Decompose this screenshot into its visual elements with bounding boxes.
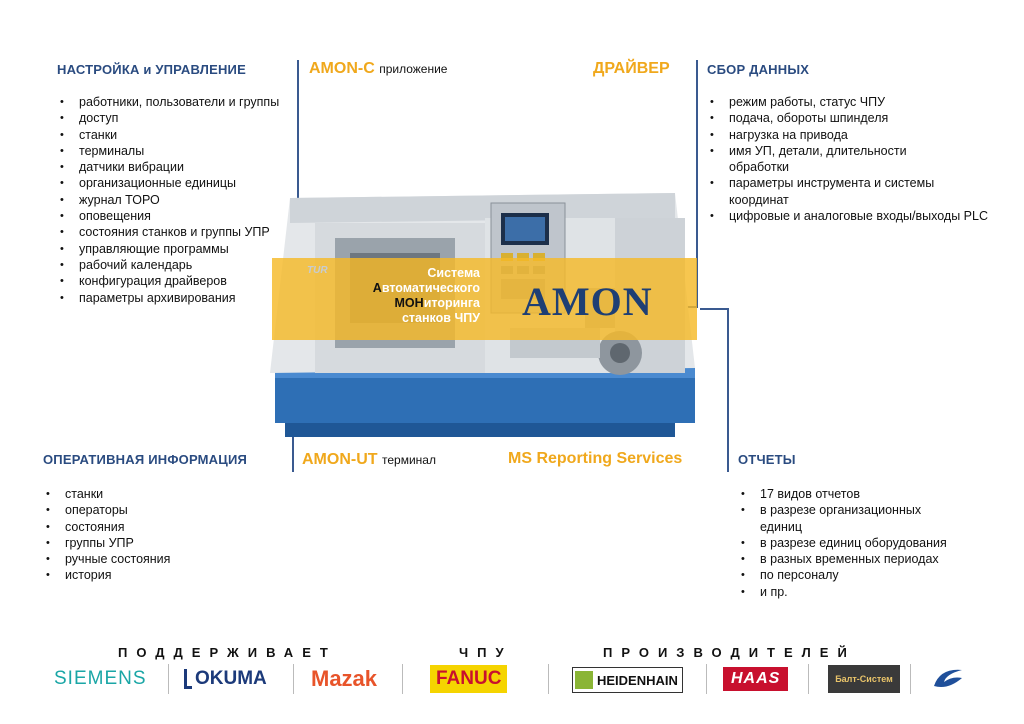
list-item: • история xyxy=(43,567,263,583)
list-item: • по персоналу xyxy=(738,567,978,583)
machine-badge: TUR xyxy=(307,265,328,276)
settings-heading: НАСТРОЙКА и УПРАВЛЕНИЕ xyxy=(57,62,246,77)
brand-fanuc: FANUC xyxy=(430,665,507,693)
brand-separator xyxy=(910,664,911,694)
footer-word-cnc: ЧПУ xyxy=(459,645,513,660)
system-line-2: Автоматического xyxy=(372,281,480,295)
list-item: • в разрезе организационных единиц xyxy=(738,502,950,535)
ms-reporting-label: MS Reporting Services xyxy=(508,450,683,467)
brand-swirl-logo xyxy=(930,666,966,692)
system-line-1: Система xyxy=(427,266,480,280)
driver-label: ДРАЙВЕР xyxy=(593,60,670,77)
list-item: • станки xyxy=(43,486,263,502)
list-item: • параметры инструмента и системы координат xyxy=(707,175,989,208)
list-item: • нагрузка на привода xyxy=(707,127,982,143)
list-item: • датчики вибрации xyxy=(57,159,297,175)
list-item: • ручные состояния xyxy=(43,551,263,567)
list-item: • конфигурация драйверов xyxy=(57,273,297,289)
list-item: • организационные единицы xyxy=(57,175,297,191)
brand-separator xyxy=(293,664,294,694)
list-item: • работники, пользователи и группы xyxy=(57,94,297,110)
list-item: • состояния станков и группы УПР xyxy=(57,224,297,240)
list-item: • доступ xyxy=(57,110,297,126)
reports-list xyxy=(738,486,978,600)
amon-logo: AMON xyxy=(522,279,653,324)
list-item: • в разрезе единиц оборудования xyxy=(738,535,978,551)
brand-heidenhain xyxy=(572,667,683,693)
list-item: • рабочий календарь xyxy=(57,257,297,273)
operative-heading: ОПЕРАТИВНАЯ ИНФОРМАЦИЯ xyxy=(43,452,248,467)
system-description xyxy=(310,266,480,326)
list-item: • подача, обороты шпинделя xyxy=(707,110,982,126)
list-item: • 17 видов отчетов xyxy=(738,486,978,502)
brand-separator xyxy=(706,664,707,694)
list-item: • терминалы xyxy=(57,143,297,159)
list-item: • и пр. xyxy=(738,584,978,600)
list-item: • журнал ТОРО xyxy=(57,192,297,208)
system-line-4: станков ЧПУ xyxy=(401,311,480,325)
brand-siemens: SIEMENS xyxy=(54,668,147,689)
amon-c-suffix: приложение xyxy=(379,62,448,76)
connector-line xyxy=(727,308,729,472)
list-item: • группы УПР xyxy=(43,535,263,551)
footer-word-manufacturers: ПРОИЗВОДИТЕЛЕЙ xyxy=(603,645,856,660)
list-item: • станки xyxy=(57,127,297,143)
list-item: • в разных временных периодах xyxy=(738,551,978,567)
amon-ut-name: AMON-UT xyxy=(302,451,378,468)
list-item: • операторы xyxy=(43,502,263,518)
brand-separator xyxy=(808,664,809,694)
data-collection-heading: СБОР ДАННЫХ xyxy=(707,62,810,77)
list-item: • параметры архивирования xyxy=(57,290,297,306)
amon-c-name: AMON-C xyxy=(309,60,375,77)
list-item: • имя УП, детали, длительности обработки xyxy=(707,143,934,176)
system-line-3: МОНиторинга xyxy=(394,296,480,310)
brand-haas: HAAS xyxy=(723,667,788,691)
okuma-text: OKUMA xyxy=(195,668,267,689)
data-collection-list xyxy=(707,94,988,224)
amon-ut-suffix: терминал xyxy=(382,453,436,467)
list-item: • режим работы, статус ЧПУ xyxy=(707,94,982,110)
reports-heading: ОТЧЕТЫ xyxy=(738,452,796,467)
list-item: • управляющие программы xyxy=(57,241,297,257)
list-item: • цифровые и аналоговые входы/выходы PLC xyxy=(707,208,999,224)
footer-word-supports: ПОДДЕРЖИВАЕТ xyxy=(118,645,337,660)
operative-list xyxy=(43,486,263,584)
amon-ut-label xyxy=(302,451,436,469)
brand-balt-system: Балт-Систем xyxy=(828,665,900,693)
brand-separator xyxy=(548,664,549,694)
swirl-logo-icon xyxy=(930,666,966,692)
okuma-mark-icon xyxy=(184,669,192,689)
brand-separator xyxy=(402,664,403,694)
amon-c-label xyxy=(309,60,447,78)
heidenhain-mark-icon xyxy=(575,671,593,689)
heidenhain-text: HEIDENHAIN xyxy=(597,672,678,688)
brand-okuma xyxy=(184,666,267,692)
brand-mazak: Mazak xyxy=(311,666,378,691)
list-item: • состояния xyxy=(43,519,263,535)
brand-separator xyxy=(168,664,169,694)
list-item: • оповещения xyxy=(57,208,297,224)
